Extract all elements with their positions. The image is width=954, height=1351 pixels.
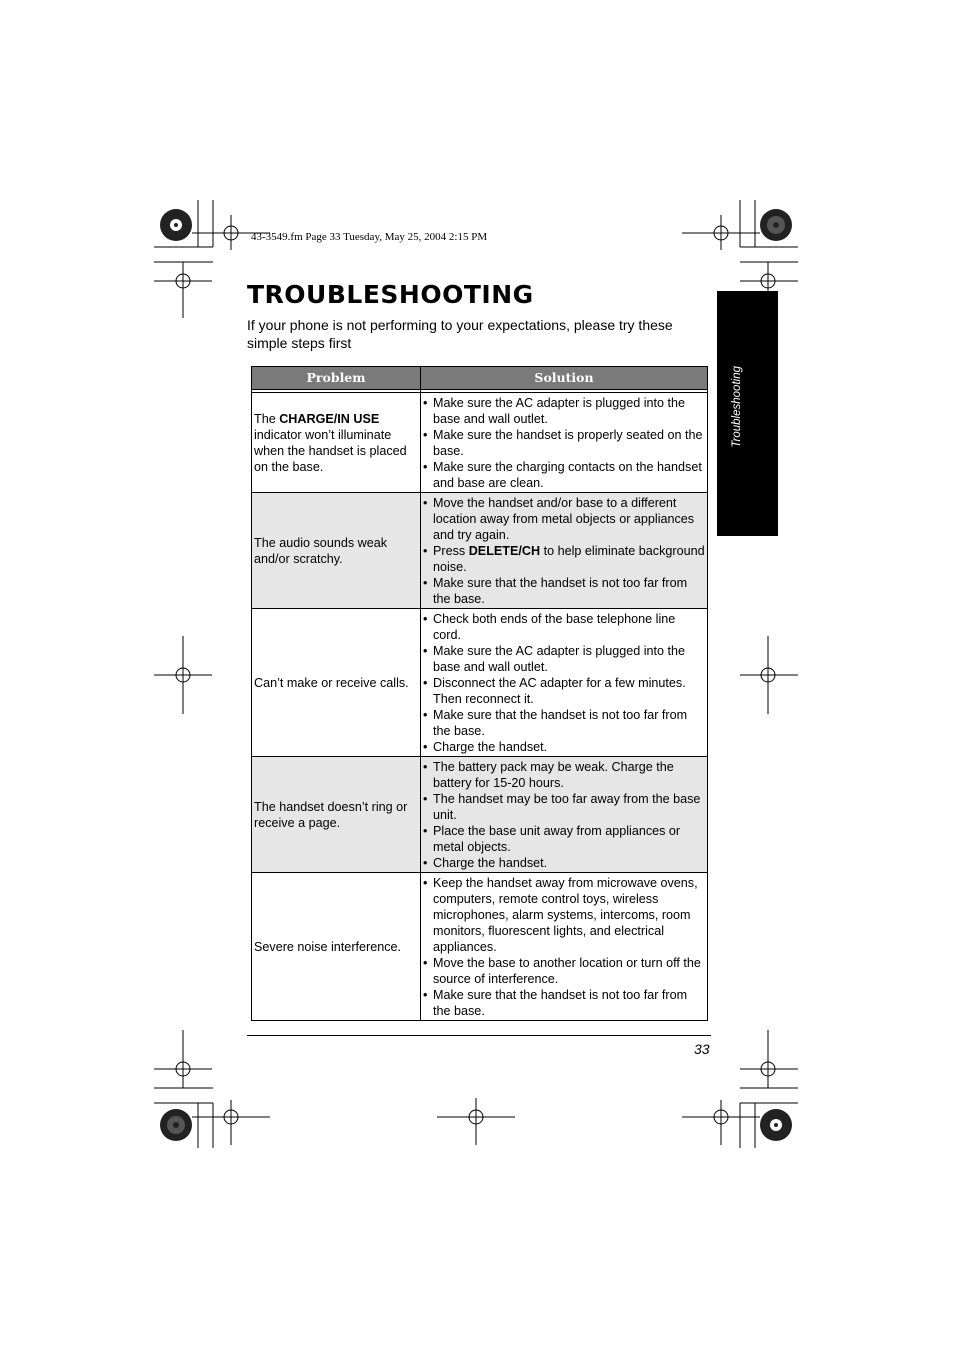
list-item: • Disconnect the AC adapter for a few minutes. Then reconnect it. bbox=[423, 675, 705, 707]
registration-target-icon bbox=[682, 1100, 760, 1145]
registration-target-icon bbox=[154, 636, 212, 714]
list-item: • Move the handset and/or base to a different location away from metal objects or appliances and try again. bbox=[423, 495, 705, 543]
list-item: • Press DELETE/CH to help eliminate background noise. bbox=[423, 543, 705, 575]
registration-target-icon bbox=[740, 1030, 798, 1088]
starburst-icon bbox=[160, 209, 192, 241]
table-row bbox=[252, 493, 708, 609]
problem-cell: Can’t make or receive calls. bbox=[252, 609, 421, 757]
footer-rule bbox=[247, 1035, 711, 1036]
page-title: TROUBLESHOOTING bbox=[247, 280, 534, 309]
list-item: • Make sure the AC adapter is plugged into the base and wall outlet. bbox=[423, 395, 705, 427]
list-item: • Make sure that the handset is not too far from the base. bbox=[423, 987, 705, 1019]
problem-cell: The audio sounds weak and/or scratchy. bbox=[252, 493, 421, 609]
starburst-icon bbox=[160, 1109, 192, 1141]
troubleshooting-table bbox=[251, 366, 708, 1021]
side-tab bbox=[717, 291, 778, 536]
print-header: 43-3549.fm Page 33 Tuesday, May 25, 2004 2:15 PM bbox=[251, 231, 488, 243]
problem-cell: Severe noise interference. bbox=[252, 873, 421, 1021]
list-item: • Make sure the AC adapter is plugged into the base and wall outlet. bbox=[423, 643, 705, 675]
table-row bbox=[252, 609, 708, 757]
solution-cell bbox=[421, 609, 708, 757]
list-item: • The battery pack may be weak. Charge the battery for 15-20 hours. bbox=[423, 759, 705, 791]
list-item: • Make sure that the handset is not too far from the base. bbox=[423, 575, 705, 607]
registration-target-icon bbox=[192, 1100, 270, 1145]
list-item: • Charge the handset. bbox=[423, 739, 705, 755]
side-tab-label: Troubleshooting bbox=[731, 366, 743, 448]
list-item: • Place the base unit away from appliances or metal objects. bbox=[423, 823, 705, 855]
solution-cell bbox=[421, 757, 708, 873]
solution-cell bbox=[421, 493, 708, 609]
list-item: • Make sure that the handset is not too far from the base. bbox=[423, 707, 705, 739]
registration-target-icon bbox=[682, 215, 760, 250]
list-item: • Move the base to another location or turn off the source of interference. bbox=[423, 955, 705, 987]
table-row bbox=[252, 757, 708, 873]
problem-cell: The CHARGE/IN USE indicator won’t illuminate when the handset is placed on the base. bbox=[252, 393, 421, 493]
page-number: 33 bbox=[694, 1041, 710, 1057]
list-item: • Check both ends of the base telephone line cord. bbox=[423, 611, 705, 643]
list-item: • Make sure the handset is properly seated on the base. bbox=[423, 427, 705, 459]
list-item: • Charge the handset. bbox=[423, 855, 705, 871]
starburst-icon bbox=[760, 1109, 792, 1141]
intro-text: If your phone is not performing to your expectations, please try these simple steps first bbox=[247, 317, 673, 351]
solution-cell bbox=[421, 393, 708, 493]
list-item: • The handset may be too far away from the base unit. bbox=[423, 791, 705, 823]
list-item: • Make sure the charging contacts on the handset and base are clean. bbox=[423, 459, 705, 491]
starburst-icon bbox=[760, 209, 792, 241]
problem-cell: The handset doesn’t ring or receive a page. bbox=[252, 757, 421, 873]
table-row bbox=[252, 873, 708, 1021]
column-header-problem: Problem bbox=[252, 367, 421, 390]
solution-cell bbox=[421, 873, 708, 1021]
registration-target-icon bbox=[437, 1098, 515, 1145]
registration-target-icon bbox=[154, 1030, 212, 1088]
registration-target-icon bbox=[740, 636, 798, 714]
column-header-solution: Solution bbox=[421, 367, 708, 390]
registration-target-icon bbox=[154, 262, 212, 318]
list-item: • Keep the handset away from microwave ovens, computers, remote control toys, wireless microphones, alarm systems, intercoms, room monitors, fluorescent lights, and electrical appliances. bbox=[423, 875, 705, 955]
table-row bbox=[252, 393, 708, 493]
